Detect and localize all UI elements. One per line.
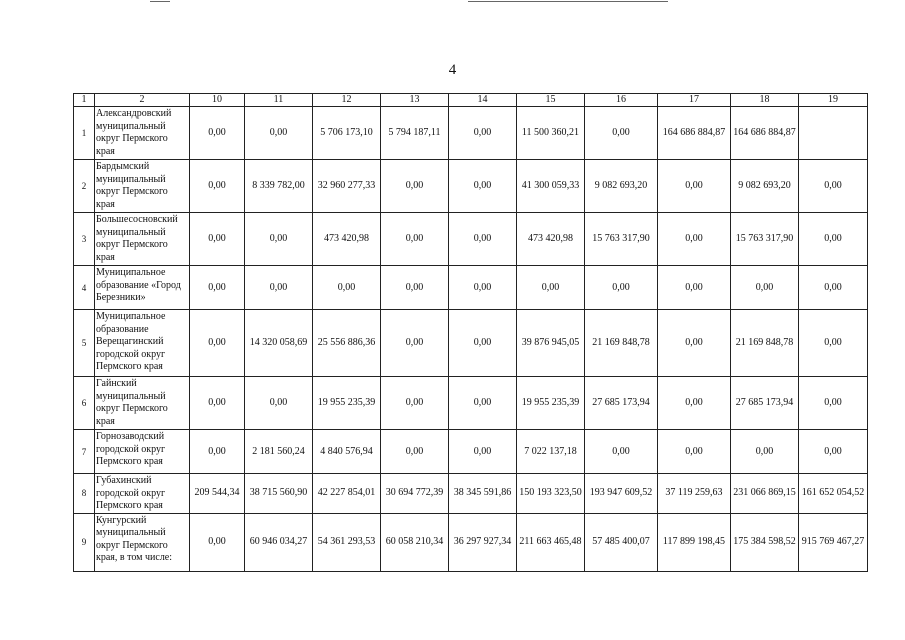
value-cell: 0,00 — [245, 107, 313, 160]
value-cell: 0,00 — [517, 266, 585, 310]
value-cell: 0,00 — [799, 266, 868, 310]
value-cell: 0,00 — [381, 213, 449, 266]
header-row — [74, 94, 868, 107]
value-cell: 15 763 317,90 — [585, 213, 658, 266]
row-number: 1 — [74, 107, 95, 160]
value-cell: 209 544,34 — [190, 474, 245, 514]
value-cell: 473 420,98 — [313, 213, 381, 266]
value-cell: 0,00 — [245, 266, 313, 310]
value-cell: 60 058 210,34 — [381, 513, 449, 571]
value-cell: 21 169 848,78 — [731, 310, 799, 377]
value-cell: 473 420,98 — [517, 213, 585, 266]
table-row — [74, 430, 868, 474]
value-cell: 9 082 693,20 — [731, 160, 799, 213]
value-cell: 32 960 277,33 — [313, 160, 381, 213]
value-cell: 0,00 — [190, 107, 245, 160]
value-cell: 8 339 782,00 — [245, 160, 313, 213]
table-row — [74, 213, 868, 266]
table-row — [74, 266, 868, 310]
value-cell: 39 876 945,05 — [517, 310, 585, 377]
value-cell: 25 556 886,36 — [313, 310, 381, 377]
municipality-name: Александровский муниципальный округ Пермского края — [95, 107, 190, 160]
municipality-name: Кунгурский муниципальный округ Пермского края, в том числе: — [95, 513, 190, 571]
header-cell: 16 — [585, 94, 658, 107]
value-cell: 0,00 — [449, 160, 517, 213]
top-rule-left — [150, 1, 170, 2]
value-cell: 0,00 — [381, 310, 449, 377]
value-cell: 0,00 — [449, 107, 517, 160]
value-cell: 37 119 259,63 — [658, 474, 731, 514]
value-cell: 0,00 — [799, 310, 868, 377]
value-cell: 0,00 — [658, 213, 731, 266]
value-cell — [799, 107, 868, 160]
value-cell: 19 955 235,39 — [313, 377, 381, 430]
value-cell: 150 193 323,50 — [517, 474, 585, 514]
value-cell: 0,00 — [381, 430, 449, 474]
value-cell: 5 706 173,10 — [313, 107, 381, 160]
value-cell: 0,00 — [449, 310, 517, 377]
value-cell: 915 769 467,27 — [799, 513, 868, 571]
value-cell: 38 345 591,86 — [449, 474, 517, 514]
value-cell: 14 320 058,69 — [245, 310, 313, 377]
value-cell: 38 715 560,90 — [245, 474, 313, 514]
header-cell: 11 — [245, 94, 313, 107]
top-rule-right — [468, 1, 668, 2]
value-cell: 4 840 576,94 — [313, 430, 381, 474]
table-row — [74, 160, 868, 213]
header-cell: 12 — [313, 94, 381, 107]
value-cell: 15 763 317,90 — [731, 213, 799, 266]
value-cell: 0,00 — [731, 430, 799, 474]
value-cell: 30 694 772,39 — [381, 474, 449, 514]
value-cell: 0,00 — [799, 213, 868, 266]
value-cell: 9 082 693,20 — [585, 160, 658, 213]
row-number: 4 — [74, 266, 95, 310]
value-cell: 11 500 360,21 — [517, 107, 585, 160]
table-row — [74, 474, 868, 514]
municipality-name: Горнозаводский городской округ Пермского края — [95, 430, 190, 474]
value-cell: 41 300 059,33 — [517, 160, 585, 213]
header-cell: 17 — [658, 94, 731, 107]
value-cell: 193 947 609,52 — [585, 474, 658, 514]
value-cell: 0,00 — [190, 430, 245, 474]
value-cell: 0,00 — [585, 266, 658, 310]
table-row — [74, 513, 868, 571]
value-cell: 0,00 — [449, 377, 517, 430]
value-cell: 57 485 400,07 — [585, 513, 658, 571]
value-cell: 0,00 — [245, 377, 313, 430]
row-number: 6 — [74, 377, 95, 430]
value-cell: 0,00 — [449, 213, 517, 266]
header-cell: 13 — [381, 94, 449, 107]
value-cell: 117 899 198,45 — [658, 513, 731, 571]
value-cell: 0,00 — [585, 107, 658, 160]
value-cell: 0,00 — [731, 266, 799, 310]
value-cell: 21 169 848,78 — [585, 310, 658, 377]
municipality-name: Муниципальное образование Верещагинский городской округ Пермского края — [95, 310, 190, 377]
value-cell: 0,00 — [190, 310, 245, 377]
value-cell: 0,00 — [585, 430, 658, 474]
row-number: 9 — [74, 513, 95, 571]
value-cell: 0,00 — [799, 377, 868, 430]
table-row — [74, 107, 868, 160]
table-row — [74, 377, 868, 430]
value-cell: 60 946 034,27 — [245, 513, 313, 571]
value-cell: 2 181 560,24 — [245, 430, 313, 474]
value-cell: 0,00 — [190, 377, 245, 430]
header-cell: 14 — [449, 94, 517, 107]
table-row — [74, 310, 868, 377]
value-cell: 0,00 — [381, 377, 449, 430]
header-cell: 19 — [799, 94, 868, 107]
header-cell: 15 — [517, 94, 585, 107]
row-number: 3 — [74, 213, 95, 266]
value-cell: 42 227 854,01 — [313, 474, 381, 514]
row-number: 2 — [74, 160, 95, 213]
municipality-name: Гайнский муниципальный округ Пермского края — [95, 377, 190, 430]
budget-table — [73, 93, 868, 572]
value-cell: 0,00 — [449, 430, 517, 474]
value-cell: 0,00 — [658, 310, 731, 377]
municipality-name: Большесосновский муниципальный округ Пермского края — [95, 213, 190, 266]
header-cell: 1 — [74, 94, 95, 107]
value-cell: 0,00 — [190, 213, 245, 266]
value-cell: 0,00 — [658, 266, 731, 310]
value-cell: 0,00 — [658, 160, 731, 213]
header-cell: 18 — [731, 94, 799, 107]
value-cell: 0,00 — [313, 266, 381, 310]
value-cell: 0,00 — [190, 266, 245, 310]
row-number: 7 — [74, 430, 95, 474]
value-cell: 0,00 — [381, 266, 449, 310]
value-cell: 0,00 — [658, 377, 731, 430]
municipality-name: Бардымский муниципальный округ Пермского края — [95, 160, 190, 213]
value-cell: 54 361 293,53 — [313, 513, 381, 571]
value-cell: 19 955 235,39 — [517, 377, 585, 430]
value-cell: 0,00 — [799, 160, 868, 213]
value-cell: 5 794 187,11 — [381, 107, 449, 160]
value-cell: 0,00 — [190, 160, 245, 213]
value-cell: 0,00 — [190, 513, 245, 571]
value-cell: 0,00 — [381, 160, 449, 213]
value-cell: 175 384 598,52 — [731, 513, 799, 571]
value-cell: 161 652 054,52 — [799, 474, 868, 514]
value-cell: 211 663 465,48 — [517, 513, 585, 571]
value-cell: 7 022 137,18 — [517, 430, 585, 474]
value-cell: 164 686 884,87 — [731, 107, 799, 160]
value-cell: 0,00 — [799, 430, 868, 474]
row-number: 8 — [74, 474, 95, 514]
municipality-name: Губахинский городской округ Пермского края — [95, 474, 190, 514]
row-number: 5 — [74, 310, 95, 377]
value-cell: 231 066 869,15 — [731, 474, 799, 514]
header-cell: 2 — [95, 94, 190, 107]
value-cell: 27 685 173,94 — [731, 377, 799, 430]
municipality-name: Муниципальное образование «Город Березники» — [95, 266, 190, 310]
value-cell: 36 297 927,34 — [449, 513, 517, 571]
page-number: 4 — [448, 62, 457, 78]
value-cell: 0,00 — [245, 213, 313, 266]
value-cell: 0,00 — [449, 266, 517, 310]
value-cell: 0,00 — [658, 430, 731, 474]
value-cell: 164 686 884,87 — [658, 107, 731, 160]
value-cell: 27 685 173,94 — [585, 377, 658, 430]
header-cell: 10 — [190, 94, 245, 107]
